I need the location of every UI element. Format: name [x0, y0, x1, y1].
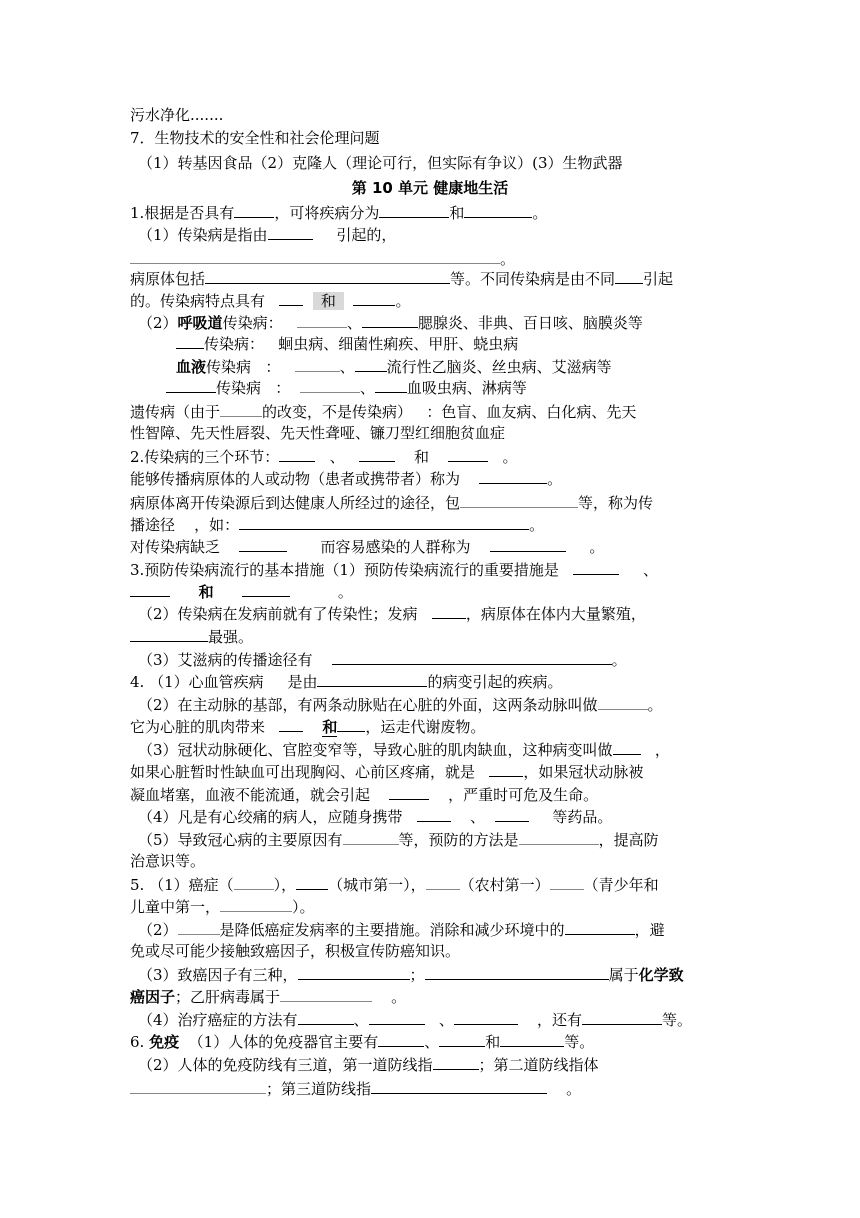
fill-blank[interactable]: [130, 581, 170, 597]
text-line: 7．生物技术的安全性和社会伦理问题: [130, 129, 380, 147]
fill-blank[interactable]: [176, 333, 204, 349]
fill-blank[interactable]: [464, 202, 532, 218]
text-line: 和 。: [130, 581, 353, 602]
text-line: 血液传染病 ： 、 流行性乙脑炎、丝虫病、艾滋病等: [176, 358, 612, 376]
text-line: （3）致癌因子有三种， ； 属于化学致: [138, 966, 684, 984]
text-line: 遗传病（由于 的改变，不是传染病） ：色盲、血友病、白化病、先天: [130, 403, 637, 421]
text-line: ；第三道防线指 。: [130, 1078, 581, 1099]
text-line: 传染病 ： 、 血吸虫病、淋病等: [166, 377, 527, 398]
fill-blank[interactable]: [234, 202, 274, 218]
fill-blank[interactable]: [234, 874, 274, 890]
fill-blank[interactable]: [389, 784, 429, 800]
fill-blank[interactable]: [417, 806, 451, 822]
fill-blank[interactable]: [371, 1078, 547, 1094]
text-line: （4）凡是有心绞痛的病人，应随身携带 、 等药品。: [138, 808, 613, 826]
fill-blank[interactable]: [178, 919, 220, 935]
text-line: 儿童中第一， ）。: [130, 898, 315, 916]
text-line: 病原体包括 等。不同传染病是由不同 引起: [130, 270, 674, 288]
text-line: 对传染病缺乏 而容易感染的人群称为 。: [130, 538, 605, 556]
fill-blank[interactable]: [242, 581, 290, 597]
text-line: 3.预防传染病流行的基本措施（1）预防传染病流行的重要措施是 、: [130, 561, 659, 579]
fill-blank[interactable]: [297, 312, 347, 328]
fill-blank[interactable]: [343, 829, 399, 845]
fill-blank[interactable]: [130, 1078, 266, 1094]
fill-blank[interactable]: [565, 919, 635, 935]
text-line: （5）导致冠心病的主要原因有 等，预防的方法是 ，提高防: [138, 831, 659, 849]
fill-blank[interactable]: [378, 1031, 424, 1047]
text-line: 6. 免疫 （1）人体的免疫器官主要有 、 和 等。: [130, 1033, 595, 1051]
fill-blank[interactable]: [337, 716, 365, 732]
text-line: 性智障、先天性唇裂、先天性聋哑、镰刀型红细胞贫血症: [130, 424, 506, 442]
fill-blank[interactable]: [495, 806, 529, 822]
text-line: （2） 是降低癌症发病率的主要措施。消除和减少环境中的 ，避: [138, 921, 665, 939]
fill-blank[interactable]: [166, 377, 216, 393]
fill-blank[interactable]: [130, 626, 208, 642]
fill-blank[interactable]: [613, 739, 641, 755]
text-line: 治意识等。: [130, 852, 206, 870]
text-line: 。: [130, 248, 515, 269]
text-line: 5. （1）癌症（ ）， （城市第一）， （农村第一） （青少年和: [130, 876, 659, 894]
fill-blank[interactable]: [573, 559, 619, 575]
fill-blank[interactable]: [298, 964, 410, 980]
fill-blank[interactable]: [582, 1009, 662, 1025]
fill-blank[interactable]: [239, 536, 287, 552]
text-line: 癌因子；乙肝病毒属于 。: [130, 988, 407, 1006]
fill-blank[interactable]: [220, 401, 262, 417]
fill-blank[interactable]: [355, 356, 387, 372]
fill-blank[interactable]: [205, 268, 450, 284]
fill-blank[interactable]: [130, 248, 500, 264]
text-line: 播途径 ，如： 。: [130, 516, 545, 534]
text-line: 4. （1）心血管疾病 是由 的病变引起的疾病。: [130, 673, 563, 691]
text-line: 污水净化.......: [130, 106, 224, 124]
fill-blank[interactable]: [439, 1031, 485, 1047]
text-line: 的。传染病特点具有 和 。: [130, 292, 411, 310]
fill-blank[interactable]: [615, 268, 643, 284]
fill-blank[interactable]: [479, 468, 547, 484]
fill-blank[interactable]: [500, 1031, 564, 1047]
text-line: 凝血堵塞，血液不能流通，就会引起 ，严重时可危及生命。: [130, 786, 599, 804]
fill-blank[interactable]: [279, 716, 303, 732]
fill-blank[interactable]: [239, 514, 529, 530]
fill-blank[interactable]: [425, 964, 609, 980]
fill-blank[interactable]: [220, 896, 292, 912]
text-line: （4）治疗癌症的方法有 、 、 ，还有 等。: [138, 1011, 692, 1029]
fill-blank[interactable]: [432, 603, 466, 619]
text-line: 病原体离开传染源后到达健康人所经过的途径，包 等，称为传: [130, 494, 654, 512]
fill-blank[interactable]: [490, 536, 566, 552]
fill-blank[interactable]: [280, 986, 372, 1002]
fill-blank[interactable]: [550, 874, 584, 890]
text-line: （2）在主动脉的基部，有两条动脉贴在心脏的外面，这两条动脉叫做 。: [138, 696, 663, 714]
fill-blank[interactable]: [300, 377, 360, 393]
fill-blank[interactable]: [433, 1054, 479, 1070]
fill-blank[interactable]: [460, 492, 578, 508]
fill-blank[interactable]: [448, 446, 488, 462]
fill-blank[interactable]: [317, 671, 427, 687]
text-line: （1）传染病是指由 引起的，: [138, 226, 397, 244]
text-line: 2.传染病的三个环节： 、 和 。: [130, 448, 518, 466]
fill-blank[interactable]: [359, 446, 395, 462]
text-line: （3）冠状动脉硬化、官腔变窄等，导致心脏的肌肉缺血，这种病变叫做 ，: [138, 741, 670, 759]
fill-blank[interactable]: [379, 202, 449, 218]
text-line: （2）呼吸道传染病： 、 腮腺炎、非典、百日咳、脑膜炎等: [138, 314, 643, 332]
text-line: 免或尽可能少接触致癌因子，积极宣传防癌知识。: [130, 942, 461, 960]
fill-blank[interactable]: [362, 312, 418, 328]
fill-blank[interactable]: [298, 1009, 354, 1025]
text-line: （3）艾滋病的传播途径有 。: [138, 651, 627, 669]
text-line: （1）转基因食品（2）克隆人（理论可行，但实际有争议）(3）生物武器: [138, 154, 623, 172]
text-line: （2）人体的免疫防线有三道，第一道防线指 ；第二道防线指体: [138, 1056, 599, 1074]
fill-blank[interactable]: [296, 874, 328, 890]
fill-blank[interactable]: [353, 290, 395, 306]
text-line: 它为心脏的肌肉带来 和 ，运走代谢废物。: [130, 718, 486, 736]
fill-blank[interactable]: [279, 290, 303, 306]
text-line: 最强。: [130, 626, 253, 647]
fill-blank[interactable]: [295, 356, 340, 372]
text-line: 传染病： 蛔虫病、细菌性痢疾、甲肝、蛲虫病: [176, 333, 518, 354]
fill-blank[interactable]: [426, 874, 460, 890]
text-line: （2）传染病在发病前就有了传染性；发病 ，病原体在体内大量繁殖，: [138, 605, 646, 623]
fill-blank[interactable]: [279, 446, 315, 462]
text-line: 如果心脏暂时性缺血可出现胸闷、心前区疼痛，就是 ，如果冠状动脉被: [130, 763, 644, 781]
fill-blank[interactable]: [598, 694, 648, 710]
fill-blank[interactable]: [519, 829, 599, 845]
text-line: 1.根据是否具有 ，可将疾病分为 和 。: [130, 204, 548, 222]
fill-blank[interactable]: [369, 1009, 425, 1025]
text-line: 能够传播病原体的人或动物（患者或携带者）称为 。: [130, 470, 563, 488]
unit-title: 第 10 单元 健康地生活: [351, 179, 509, 197]
fill-blank[interactable]: [375, 377, 407, 393]
fill-blank[interactable]: [268, 224, 313, 240]
fill-blank[interactable]: [454, 1009, 518, 1025]
fill-blank[interactable]: [332, 649, 612, 665]
fill-blank[interactable]: [489, 761, 523, 777]
